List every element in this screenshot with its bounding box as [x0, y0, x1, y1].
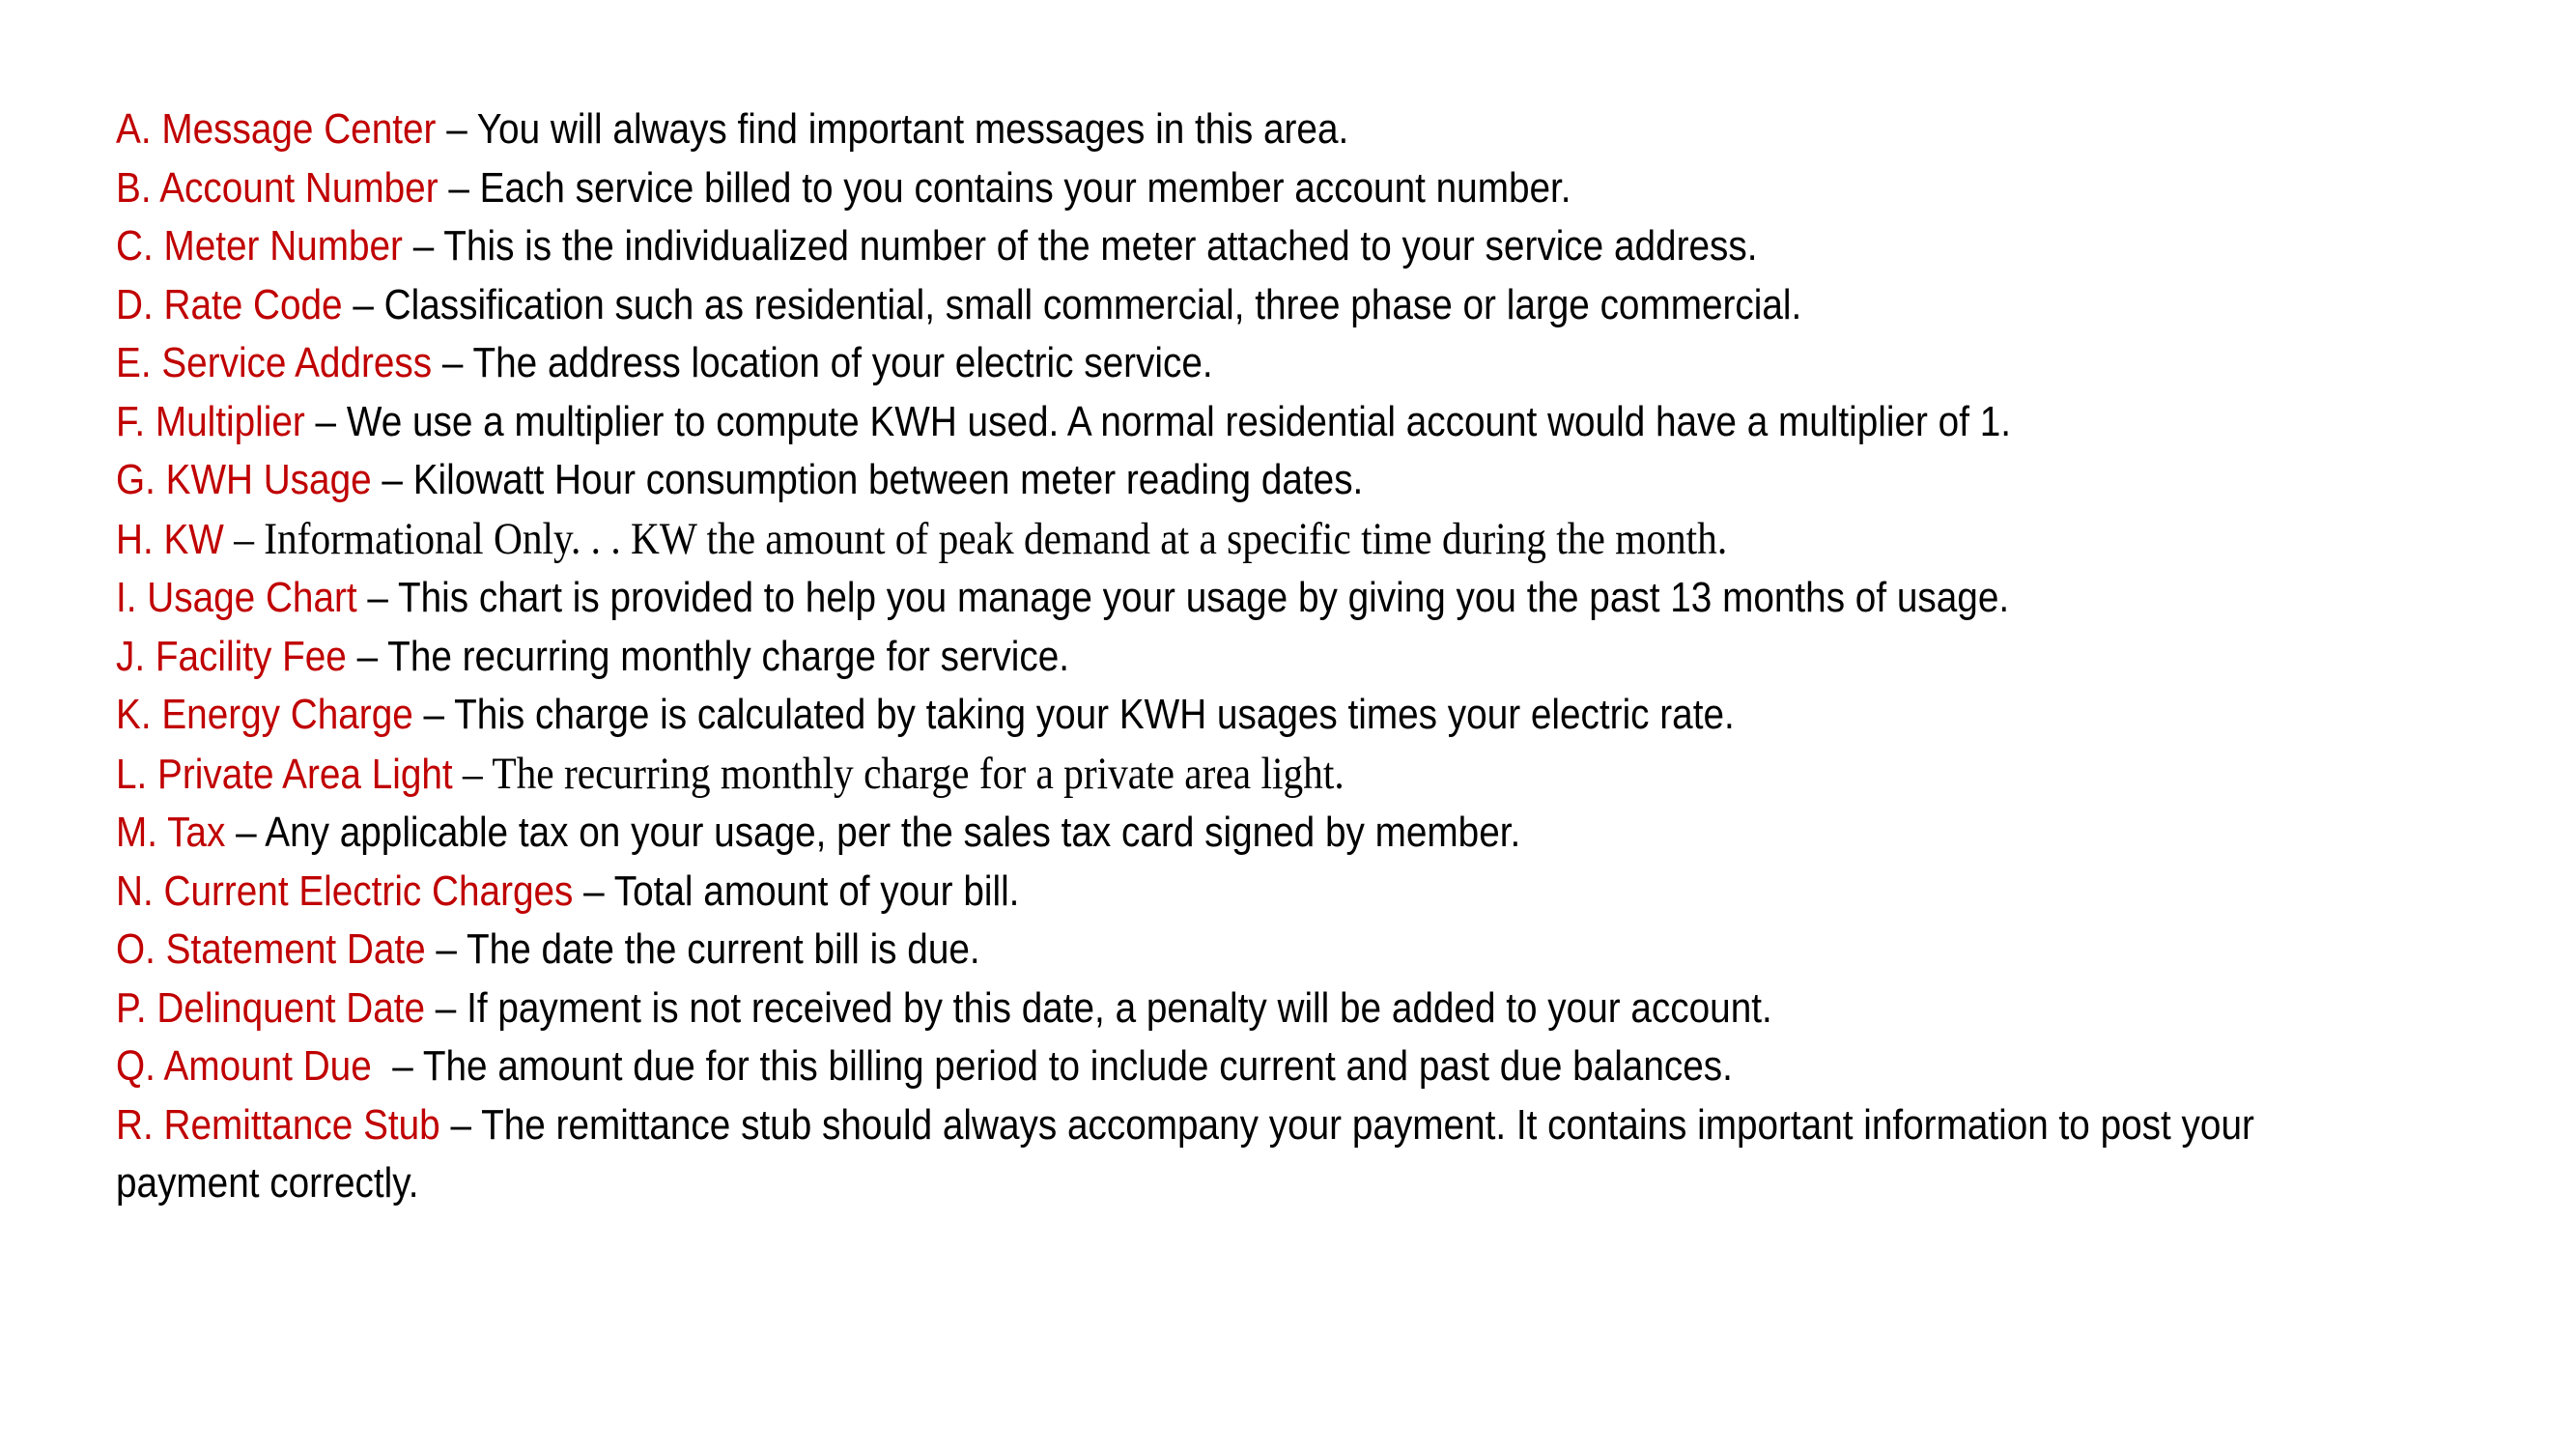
legend-term: I. Usage Chart — [116, 574, 357, 621]
legend-description: – The date the current bill is due. — [425, 925, 980, 973]
legend-term: E. Service Address — [116, 339, 433, 386]
legend-term: M. Tax — [116, 809, 226, 856]
legend-description: – You will always find important messages in this area. — [436, 105, 1349, 153]
legend-description: – Kilowatt Hour consumption between meter reading dates. — [371, 456, 1364, 503]
legend-item-facility-fee — [116, 628, 2411, 687]
legend-item-message-center — [116, 100, 2411, 159]
legend-description: – The recurring monthly charge for service. — [346, 632, 1070, 680]
legend-term: K. Energy Charge — [116, 691, 413, 738]
legend-description: – This chart is provided to help you manage your usage by giving you the past 13 months of usage. — [356, 574, 2010, 621]
legend-description: – Each service billed to you contains your member account number. — [438, 163, 1571, 212]
legend-term: C. Meter Number — [116, 222, 403, 270]
legend-term: J. Facility Fee — [116, 632, 347, 680]
legend-term: A. Message Center — [116, 105, 437, 153]
legend-item-service-address — [116, 334, 2411, 393]
legend-term: D. Rate Code — [116, 280, 343, 328]
legend-term: G. KWH Usage — [116, 456, 372, 503]
legend-term: P. Delinquent Date — [116, 983, 426, 1032]
legend-item-multiplier — [116, 393, 2411, 452]
bill-legend-list — [116, 100, 2411, 1213]
legend-item-energy-charge — [116, 686, 2411, 745]
legend-item-rate-code — [116, 276, 2411, 335]
legend-item-kwh-usage — [116, 451, 2411, 510]
legend-description: – The recurring monthly charge for a private area light. — [452, 748, 1345, 799]
legend-item-account-number — [116, 159, 2411, 218]
legend-description: – Total amount of your bill. — [573, 867, 1020, 915]
legend-description: – This is the individualized number of the meter attached to your service address. — [402, 222, 1758, 270]
legend-term: Q. Amount Due — [116, 1042, 372, 1090]
legend-item-amount-due — [116, 1037, 2411, 1096]
legend-item-meter-number — [116, 217, 2411, 276]
legend-item-usage-chart — [116, 569, 2411, 628]
legend-description: – The address location of your electric service. — [432, 339, 1213, 386]
legend-item-tax — [116, 804, 2411, 863]
legend-term: H. KW — [116, 515, 224, 563]
legend-description: – The remittance stub should always accompany your payment. It contains important information to post your payment correctly. — [116, 1100, 2254, 1207]
legend-description: – Any applicable tax on your usage, per the sales tax card signed by member. — [225, 809, 1521, 856]
legend-item-statement-date — [116, 921, 2411, 980]
legend-term: F. Multiplier — [116, 397, 305, 445]
legend-item-delinquent-date — [116, 980, 2411, 1038]
legend-description: – We use a multiplier to compute KWH used. A normal residential account would have a multiplier of 1. — [304, 397, 2012, 445]
legend-term: R. Remittance Stub — [116, 1100, 440, 1149]
legend-item-current-electric-charges — [116, 863, 2411, 922]
legend-description: – This charge is calculated by taking your KWH usages times your electric rate. — [412, 691, 1735, 738]
legend-term: B. Account Number — [116, 163, 439, 212]
legend-description: – Classification such as residential, small commercial, three phase or large commercial. — [342, 280, 1802, 328]
legend-term: L. Private Area Light — [116, 750, 453, 798]
legend-item-private-area-light — [116, 745, 2411, 805]
legend-term: O. Statement Date — [116, 925, 426, 973]
legend-description: – The amount due for this billing period to include current and past due balances. — [371, 1042, 1733, 1090]
legend-item-remittance-stub — [116, 1096, 2326, 1213]
legend-item-kw — [116, 510, 2411, 570]
legend-description: – Informational Only. . . KW the amount of peak demand at a specific time during the month. — [223, 513, 1728, 564]
legend-description: – If payment is not received by this date, a penalty will be added to your account. — [425, 983, 1772, 1032]
legend-term: N. Current Electric Charges — [116, 867, 574, 915]
